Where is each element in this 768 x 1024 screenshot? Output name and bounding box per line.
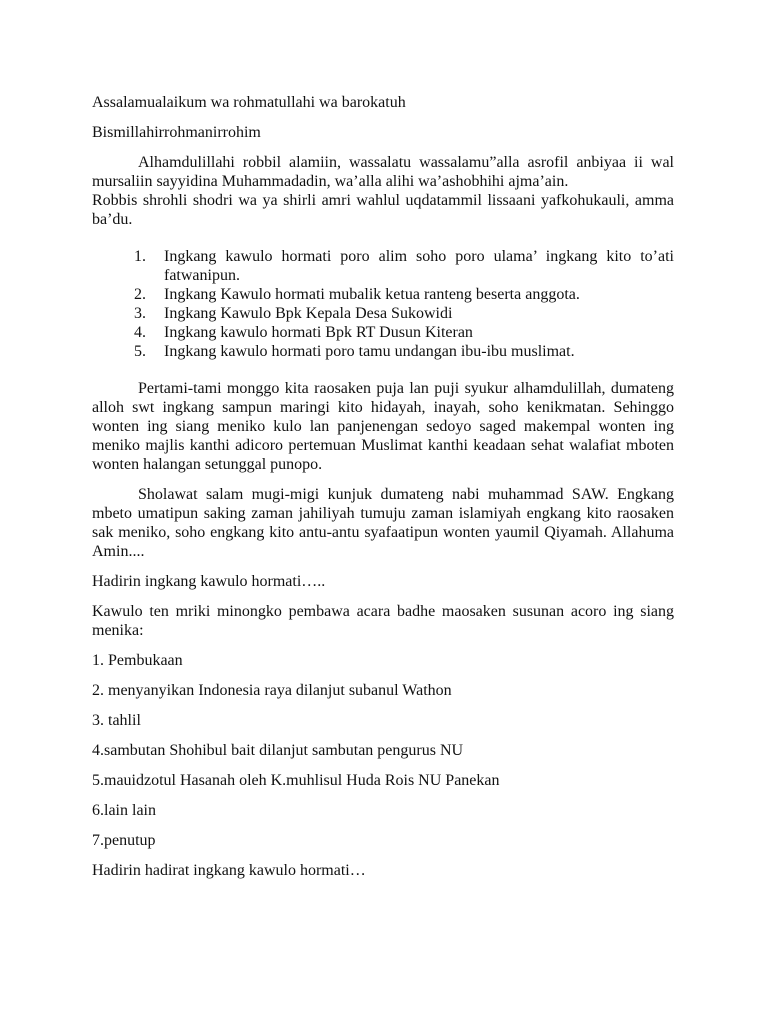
agenda-item: 1. Pembukaan (92, 652, 183, 669)
list-number: 2. (134, 286, 146, 303)
list-text: Ingkang Kawulo hormati mubalik ketua ranteng beserta anggota. (164, 286, 580, 303)
agenda-item: 3. tahlil (92, 712, 141, 729)
basmalah-line: Bismillahirrohmanirrohim (92, 124, 261, 141)
doa-paragraph: Robbis shrohli shodri wa ya shirli amri wahlul uqdatammil lissaani yafkohukauli, amma ba’du. (92, 192, 674, 228)
list-number: 3. (134, 305, 146, 322)
opening-paragraph: Alhamdulillahi robbil alamiin, wassalatu wassalamu”alla asrofil anbiyaa ii wal mursaliin sayyidina Muhammadadin, wa’alla alihi wa’ashobhihi ajma’ain. (92, 154, 674, 190)
hadirin-closing: Hadirin hadirat ingkang kawulo hormati… (92, 862, 366, 879)
list-text: Ingkang kawulo hormati poro tamu undangan ibu-ibu muslimat. (164, 343, 575, 360)
list-text: Ingkang kawulo hormati poro alim soho poro ulama’ ingkang kito to’ati fatwanipun. (164, 248, 674, 284)
invited-list (92, 247, 674, 361)
agenda-item: 5.mauidzotul Hasanah oleh K.muhlisul Huda Rois NU Panekan (92, 772, 500, 789)
sholawat-paragraph: Sholawat salam mugi-migi kunjuk dumateng nabi muhammad SAW. Engkang mbeto umatipun saking zaman jahiliyah tumuju zaman islamiyah engkang kito raosaken sak meniko, soho engkang kito antu-antu syafaatipun wonten yaumil Qiyamah. Allahuma Amin.... (92, 486, 674, 560)
agenda-item: 4.sambutan Shohibul bait dilanjut sambutan pengurus NU (92, 742, 464, 759)
list-item (92, 323, 674, 342)
pertami-paragraph: Pertami-tami monggo kita raosaken puja lan puji syukur alhamdulillah, dumateng alloh swt ingkang sampun maringi kito hidayah, inayah, soho kenikmatan. Sehinggo wonten ing siang meniko kulo lan panjenengan sedoyo saged makempal wonten ing meniko majlis kanthi adicoro pertemuan Muslimat kanthi keadaan sehat walafiat mboten wonten halangan setunggal punopo. (92, 380, 674, 473)
list-item (92, 247, 674, 285)
list-item (92, 304, 674, 323)
acara-intro: Kawulo ten mriki minongko pembawa acara badhe maosaken susunan acoro ing siang menika: (92, 603, 674, 639)
list-item (92, 285, 674, 304)
list-number: 4. (134, 324, 146, 341)
agenda-item: 2. menyanyikan Indonesia raya dilanjut subanul Wathon (92, 682, 452, 699)
hadirin-greeting: Hadirin ingkang kawulo hormati….. (92, 573, 326, 590)
list-text: Ingkang kawulo hormati Bpk RT Dusun Kiteran (164, 324, 473, 341)
list-item (92, 342, 674, 361)
salam-line: Assalamualaikum wa rohmatullahi wa barokatuh (92, 94, 406, 111)
agenda-item: 6.lain lain (92, 802, 156, 819)
agenda-item: 7.penutup (92, 832, 156, 849)
list-number: 5. (134, 343, 146, 360)
list-text: Ingkang Kawulo Bpk Kepala Desa Sukowidi (164, 305, 453, 322)
list-number: 1. (134, 248, 146, 265)
document-page (92, 93, 674, 880)
